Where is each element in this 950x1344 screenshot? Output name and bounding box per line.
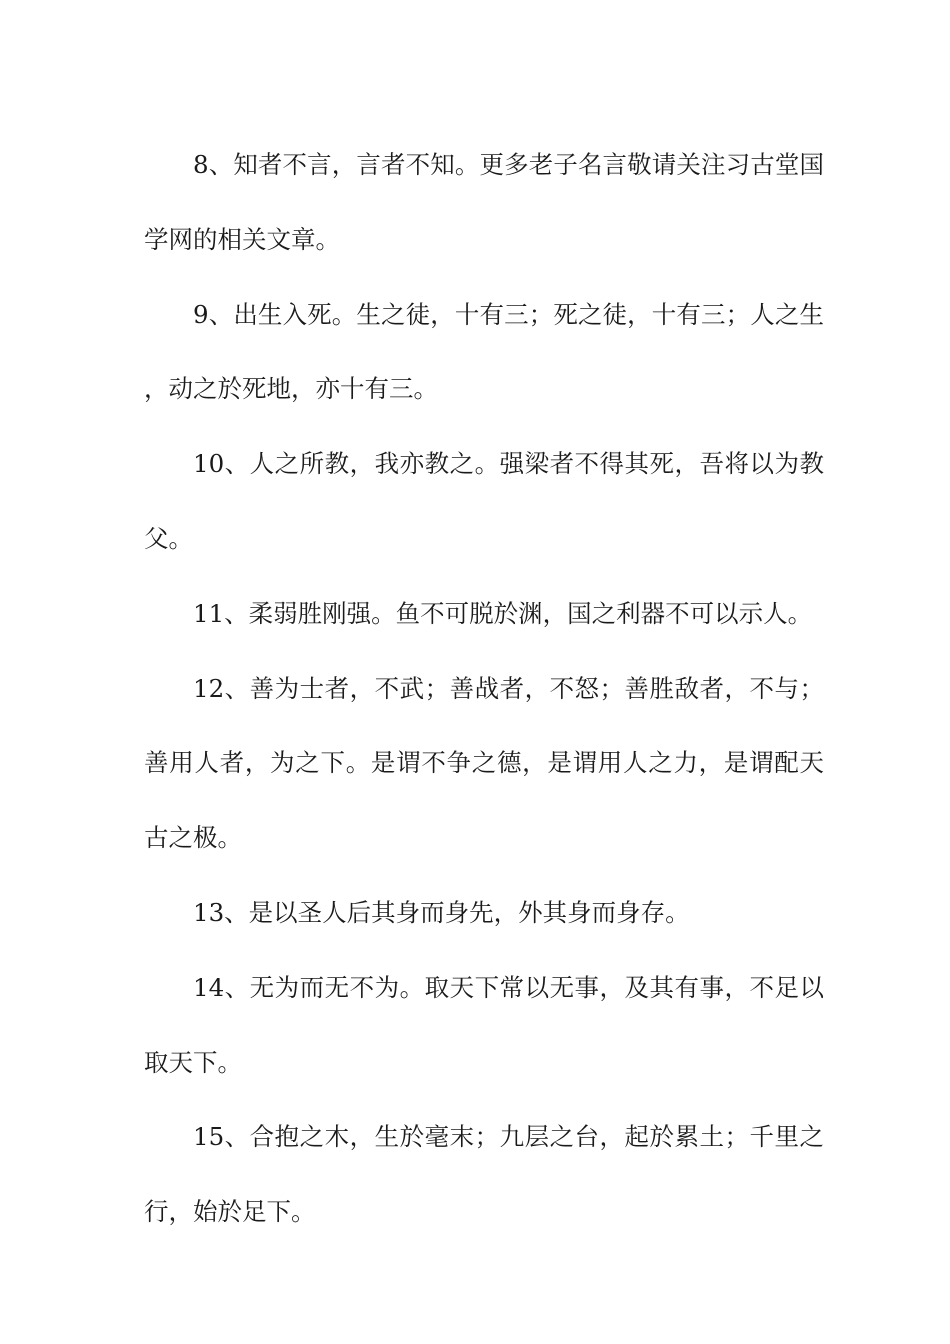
quote-paragraph-15: 15、合抱之木，生於毫末；九层之台，起於累土；千里之行，始於足下。 bbox=[144, 1122, 824, 1227]
quote-paragraph-9: 9、出生入死。生之徒，十有三；死之徒，十有三；人之生，动之於死地，亦十有三。 bbox=[144, 299, 824, 404]
quote-paragraph-13: 13、是以圣人后其身而身先，外其身而身存。 bbox=[193, 897, 690, 927]
quote-paragraph-12: 12、善为士者，不武；善战者，不怒；善胜敌者，不与；善用人者，为之下。是谓不争之德，是谓用人之力，是谓配天古之极。 bbox=[144, 673, 824, 853]
quote-paragraph-8: 8、知者不言，言者不知。更多老子名言敬请关注习古堂国学网的相关文章。 bbox=[144, 150, 824, 254]
quote-paragraph-11: 11、柔弱胜刚强。鱼不可脱於渊，国之利器不可以示人。 bbox=[193, 598, 813, 628]
document-body bbox=[144, 128, 824, 1250]
quote-paragraph-10: 10、人之所教，我亦教之。强梁者不得其死，吾将以为教父。 bbox=[144, 449, 824, 553]
quote-paragraph-14: 14、无为而无不为。取天下常以无事，及其有事，不足以取天下。 bbox=[144, 972, 824, 1077]
